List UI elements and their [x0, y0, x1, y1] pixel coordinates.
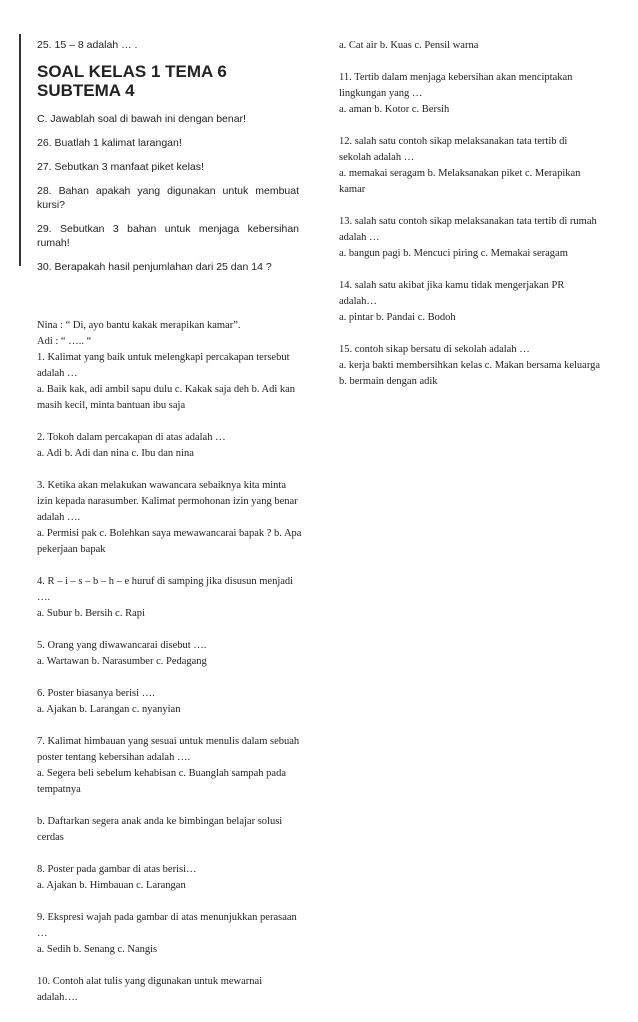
left-question-line: a. Ajakan b. Himbauan c. Larangan	[37, 880, 186, 891]
left-question-line: 8. Poster pada gambar di atas berisi…	[37, 864, 197, 875]
left-question-line: a. Baik kak, adi ambil sapu dulu c. Kakak saja deh b. Adi kan masih kecil, minta bantuan ibu saja	[37, 384, 296, 411]
left-question-line: a. Subur b. Bersih c. Rapi	[37, 608, 145, 619]
margin-rule	[19, 34, 21, 266]
left-question-line: 5. Orang yang diwawancarai disebut ….	[37, 640, 207, 651]
left-question-line: a. Ajakan b. Larangan c. nyanyian	[37, 704, 181, 715]
right-question-line: a. kerja bakti membersihkan kelas c. Makan bersama keluarga b. bermain dengan adik	[339, 360, 601, 387]
right-question-line: a. pintar b. Pandai c. Bodoh	[339, 312, 456, 323]
right-question-line: a. aman b. Kotor c. Bersih	[339, 104, 450, 115]
left-question-block	[37, 574, 302, 622]
right-question-line: 11. Tertib dalam menjaga kebersihan akan menciptakan lingkungan yang …	[339, 72, 573, 99]
right-question-block	[339, 70, 601, 118]
left-question-line: 10. Contoh alat tulis yang digunakan untuk mewarnai adalah….	[37, 976, 263, 1003]
essay-section	[37, 38, 299, 284]
left-question-line: 6. Poster biasanya berisi ….	[37, 688, 155, 699]
right-question-line: 12. salah satu contoh sikap melaksanakan tata tertib di sekolah adalah …	[339, 136, 568, 163]
left-question-block	[37, 478, 302, 558]
question-28: 28. Bahan apakah yang digunakan untuk membuat kursi?	[37, 185, 299, 211]
question-27: 27. Sebutkan 3 manfaat piket kelas!	[37, 161, 204, 173]
right-question-block	[339, 278, 601, 326]
left-question-line: b. Daftarkan segera anak anda ke bimbingan belajar solusi cerdas	[37, 816, 283, 843]
right-question-line: a. bangun pagi b. Mencuci piring c. Memakai seragam	[339, 248, 568, 259]
left-question-line: 1. Kalimat yang baik untuk melengkapi percakapan tersebut adalah …	[37, 352, 290, 379]
left-question-line: a. Sedih b. Senang c. Nangis	[37, 944, 158, 955]
right-question-block	[339, 134, 601, 198]
left-question-line: a. Segera beli sebelum kehabisan c. Buanglah sampah pada tempatnya	[37, 768, 286, 795]
left-question-line: 4. R – i – s – b – h – e huruf di samping jika disusun menjadi ….	[37, 576, 294, 603]
left-question-line: 7. Kalimat himbauan yang sesuai untuk menulis dalam sebuah poster tentang kebersihan adalah ….	[37, 736, 300, 763]
right-question-line: a. Cat air b. Kuas c. Pensil warna	[339, 40, 479, 51]
right-question-block	[339, 342, 601, 390]
right-question-line: 15. contoh sikap bersatu di sekolah adalah …	[339, 344, 530, 355]
question-30: 30. Berapakah hasil penjumlahan dari 25 dan 14 ?	[37, 261, 272, 273]
left-question-line: 3. Ketika akan melakukan wawancara sebaiknya kita minta izin kepada narasumber. Kalimat permohonan izin yang benar adalah ….	[37, 480, 298, 523]
left-question-block	[37, 862, 302, 894]
left-question-line: Adi : “ ….. “	[37, 336, 92, 347]
left-question-line: 9. Ekspresi wajah pada gambar di atas menunjukkan perasaan …	[37, 912, 297, 939]
right-question-block	[339, 38, 601, 54]
left-question-line: a. Permisi pak c. Bolehkan saya mewawancarai bapak ? b. Apa pekerjaan bapak	[37, 528, 302, 555]
left-question-block	[37, 910, 302, 958]
left-question-block	[37, 430, 302, 462]
question-25: 25. 15 – 8 adalah … .	[37, 39, 138, 51]
left-question-block	[37, 814, 302, 846]
left-question-line: Nina : “ Di, ayo bantu kakak merapikan kamar”.	[37, 320, 241, 331]
left-question-line: a. Wartawan b. Narasumber c. Pedagang	[37, 656, 207, 667]
section-instruction: C. Jawablah soal di bawah ini dengan benar!	[37, 113, 246, 125]
right-question-line: 13. salah satu contoh sikap melaksanakan tata tertib di rumah adalah …	[339, 216, 597, 243]
left-question-line: 2. Tokoh dalam percakapan di atas adalah …	[37, 432, 226, 443]
left-question-block	[37, 686, 302, 718]
right-question-block	[339, 214, 601, 262]
question-29: 29. Sebutkan 3 bahan untuk menjaga kebersihan rumah!	[37, 223, 299, 249]
right-question-list	[339, 38, 601, 406]
left-question-line: a. Adi b. Adi dan nina c. Ibu dan nina	[37, 448, 194, 459]
right-question-line: a. memakai seragam b. Melaksanakan piket c. Merapikan kamar	[339, 168, 581, 195]
page-title: SOAL KELAS 1 TEMA 6 SUBTEMA 4	[37, 62, 227, 100]
question-26: 26. Buatlah 1 kalimat larangan!	[37, 137, 182, 149]
left-question-block	[37, 734, 302, 798]
left-question-list	[37, 318, 302, 1022]
left-question-block	[37, 318, 302, 414]
right-question-line: 14. salah satu akibat jika kamu tidak mengerjakan PR adalah…	[339, 280, 565, 307]
left-question-block	[37, 638, 302, 670]
